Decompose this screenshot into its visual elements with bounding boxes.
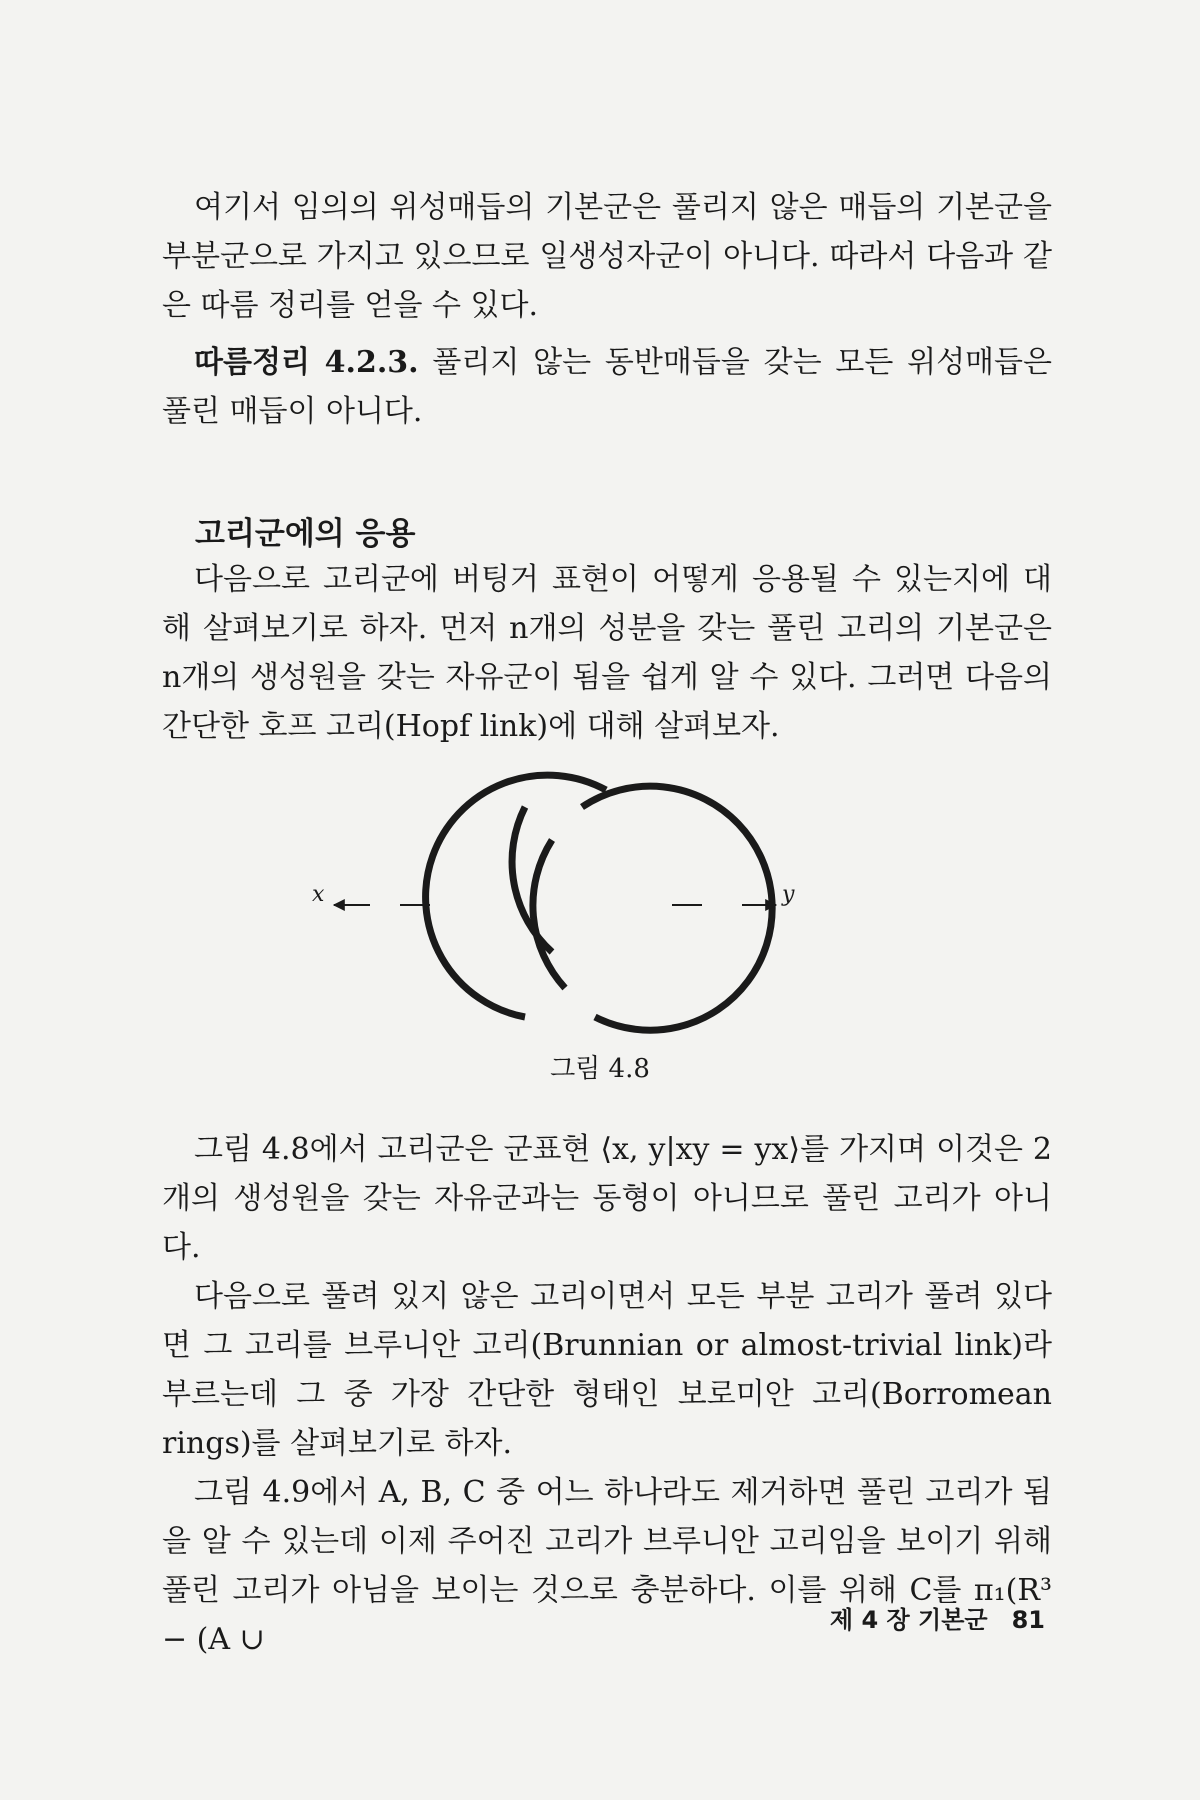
right-circle — [582, 786, 772, 1030]
page-number: 81 — [1011, 1606, 1045, 1634]
section-heading: 고리군에의 응용 — [195, 516, 416, 552]
hopf-link-figure — [312, 755, 870, 1055]
text-block-middle — [162, 555, 1052, 751]
corollary-text: 풀리지 않는 동반매듭을 갖는 모든 위성매듭은 풀린 매듭이 아니다. — [162, 345, 1052, 429]
paragraph-4: 다음으로 풀려 있지 않은 고리이면서 모든 부분 고리가 풀려 있다면 그 고리를 브루니안 고리(Brunnian or almost-trivial link)라 부르는데 그 중 가장 간단한 형태인 보로미안 고리(Borromean rings)를 살펴보기로 하자. — [162, 1279, 1052, 1461]
page-footer — [806, 1600, 1045, 1635]
paragraph-3: 그림 4.8에서 고리군은 군표현 ⟨x, y|xy = yx⟩를 가지며 이것은 2개의 생성원을 갖는 자유군과는 동형이 아니므로 풀린 고리가 아니다. — [162, 1132, 1052, 1265]
chapter-label: 제 4 장 기본군 — [829, 1606, 988, 1634]
paragraph-2: 다음으로 고리군에 버팅거 표현이 어떻게 응용될 수 있는지에 대해 살펴보기로 하자. 먼저 n개의 성분을 갖는 풀린 고리의 기본군은 n개의 생성원을 갖는 자유군이 됨을 쉽게 알 수 있다. 그러면 다음의 간단한 호프 고리(Hopf link)에 대해 살펴보자. — [162, 562, 1052, 744]
label-y: y — [782, 882, 795, 907]
right-circle-arc-inner — [533, 840, 565, 988]
corollary — [162, 338, 1052, 436]
figure-caption: 그림 4.8 — [550, 1054, 650, 1084]
paragraph-5: 그림 4.9에서 A, B, C 중 어느 하나라도 제거하면 풀린 고리가 됨을 알 수 있는데 이제 주어진 고리가 브루니안 고리임을 보이기 위해 풀린 고리가 아님을 보이는 것으로 충분하다. 이를 위해 C를 π₁(R³ − (A ∪ — [162, 1475, 1052, 1657]
label-x: x — [312, 882, 325, 907]
paragraph-1: 여기서 임의의 위성매듭의 기본군은 풀리지 않은 매듭의 기본군을 부분군으로 가지고 있으므로 일생성자군이 아니다. 따라서 다음과 같은 따름 정리를 얻을 수 있다. — [162, 190, 1052, 323]
text-block-bottom — [162, 1125, 1052, 1664]
corollary-label: 따름정리 4.2.3. — [194, 345, 419, 380]
text-block-top — [162, 183, 1052, 436]
